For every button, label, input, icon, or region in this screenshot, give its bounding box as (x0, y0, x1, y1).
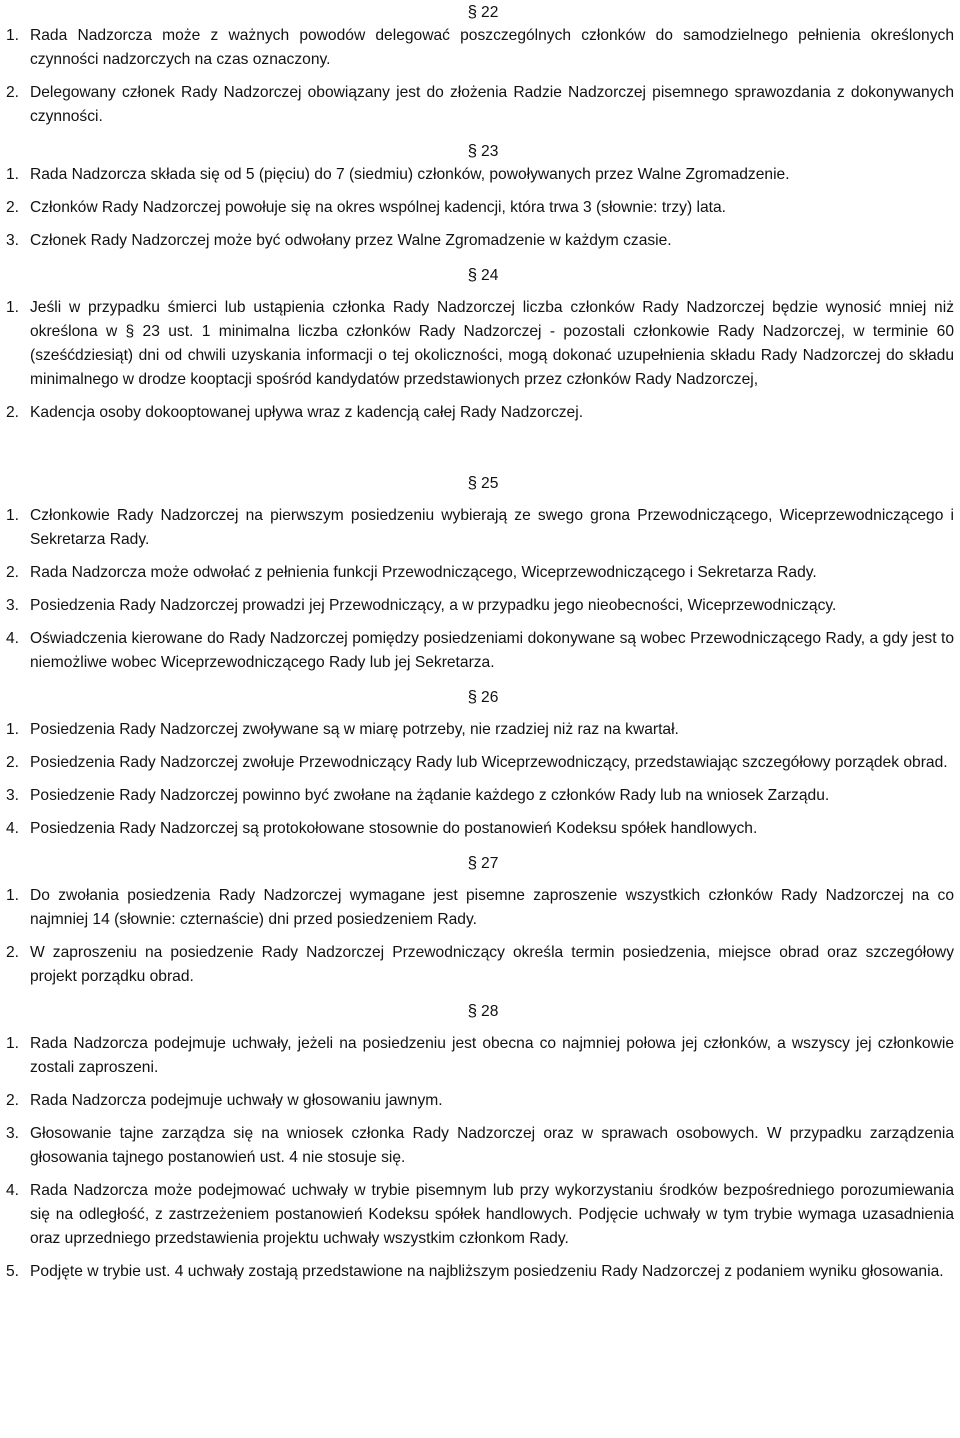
paragraph: 3. Członek Rady Nadzorczej może być odwołany przez Walne Zgromadzenie w każdym czasie. (6, 232, 672, 249)
paragraph: 1. Rada Nadzorcza podejmuje uchwały, jeżeli na posiedzeniu jest obecna co najmniej połowa jej członków, a wszyscy jej członkowie zostali zaproszeni. (6, 1035, 954, 1076)
section-heading-22: § 22 (467, 2, 499, 21)
paragraph: 1. Członkowie Rady Nadzorczej na pierwszym posiedzeniu wybierają ze swego grona Przewodniczącego, Wiceprzewodniczącego i Sekretarza Rady. (6, 507, 954, 548)
paragraph: 1. Posiedzenia Rady Nadzorczej zwoływane są w miarę potrzeby, nie rzadziej niż raz na kwartał. (6, 721, 679, 738)
section-sign-icon: § (467, 265, 478, 284)
section-heading-28: § 28 (467, 1001, 499, 1020)
paragraph: 3. Posiedzenia Rady Nadzorczej prowadzi jej Przewodniczący, a w przypadku jego nieobecności, Wiceprzewodniczący. (6, 597, 837, 614)
section-sign-icon: § (467, 853, 478, 872)
paragraph: 1. Rada Nadzorcza składa się od 5 (pięciu) do 7 (siedmiu) członków, powoływanych przez Walne Zgromadzenie. (6, 166, 790, 183)
paragraph: 5. Podjęte w trybie ust. 4 uchwały zostają przedstawione na najbliższym posiedzeniu Rady Nadzorczej z podaniem wyniku głosowania. (6, 1263, 944, 1280)
section-heading-26: § 26 (467, 687, 499, 706)
section-heading-25: § 25 (467, 473, 499, 492)
paragraph: 4. Posiedzenia Rady Nadzorczej są protokołowane stosownie do postanowień Kodeksu spółek handlowych. (6, 820, 758, 837)
section-heading-27: § 27 (467, 853, 499, 872)
section-heading-24: § 24 (467, 265, 499, 284)
section-sign-icon: § (467, 473, 478, 492)
paragraph: 4. Rada Nadzorcza może podejmować uchwały w trybie pisemnym lub przy wykorzystaniu środków bezpośredniego porozumiewania się na odległość, z zastrzeżeniem postanowień Kodeksu spółek handlowych. Podjęcie uchwały w tym trybie wymaga uzasadnienia oraz uprzedniego przedstawienia projektu uchwały wszystkim członkom Rady. (6, 1182, 954, 1247)
paragraph: 1. Rada Nadzorcza może z ważnych powodów delegować poszczególnych członków do samodzielnego pełnienia określonych czynności nadzorczych na czas oznaczony. (6, 27, 954, 68)
paragraph: 1. Do zwołania posiedzenia Rady Nadzorczej wymagane jest pisemne zaproszenie wszystkich członków Rady Nadzorczej na co najmniej 14 (słownie: czternaście) dni przed posiedzeniem Rady. (6, 887, 954, 928)
paragraph: 2. Rada Nadzorcza podejmuje uchwały w głosowaniu jawnym. (6, 1092, 443, 1109)
paragraph: 2. Kadencja osoby dokooptowanej upływa wraz z kadencją całej Rady Nadzorczej. (6, 404, 584, 421)
paragraph: 2. W zaproszeniu na posiedzenie Rady Nadzorczej Przewodniczący określa termin posiedzenia, miejsce obrad oraz szczegółowy projekt porządku obrad. (6, 944, 954, 985)
paragraph: 1. Jeśli w przypadku śmierci lub ustąpienia członka Rady Nadzorczej liczba członków Rady Nadzorczej będzie wynosić mniej niż określona w § 23 ust. 1 minimalna liczba członków Rady Nadzorczej - pozostali członkowie Rady Nadzorczej, w terminie 60 (sześćdziesiąt) dni od chwili uzyskania informacji o tej okoliczności, mogą dokonać uzupełnienia składu Rady Nadzorczej do składu minimalnego w drodze kooptacji spośród kandydatów przedstawionych przez członków Rady Nadzorczej, (6, 299, 954, 388)
paragraph: 3. Posiedzenie Rady Nadzorczej powinno być zwołane na żądanie każdego z członków Rady lub na wniosek Zarządu. (6, 787, 830, 804)
section-sign-icon: § (467, 1001, 478, 1020)
paragraph: 2. Członków Rady Nadzorczej powołuje się na okres wspólnej kadencji, która trwa 3 (słownie: trzy) lata. (6, 199, 726, 216)
paragraph: 3. Głosowanie tajne zarządza się na wniosek członka Rady Nadzorczej oraz w sprawach osobowych. W przypadku zarządzenia głosowania tajnego postanowień ust. 4 nie stosuje się. (6, 1125, 954, 1166)
paragraph: 2. Delegowany członek Rady Nadzorczej obowiązany jest do złożenia Radzie Nadzorczej pisemnego sprawozdania z dokonywanych czynności. (6, 84, 954, 125)
section-sign-icon: § (467, 2, 478, 21)
section-sign-icon: § (467, 687, 478, 706)
section-sign-icon: § (467, 141, 478, 160)
section-heading-23: § 23 (467, 141, 499, 160)
paragraph: 2. Rada Nadzorcza może odwołać z pełnienia funkcji Przewodniczącego, Wiceprzewodniczącego i Sekretarza Rady. (6, 564, 817, 581)
paragraph: 2. Posiedzenia Rady Nadzorczej zwołuje Przewodniczący Rady lub Wiceprzewodniczący, przedstawiając szczegółowy porządek obrad. (6, 754, 948, 771)
paragraph: 4. Oświadczenia kierowane do Rady Nadzorczej pomiędzy posiedzeniami dokonywane są wobec Przewodniczącego Rady, a gdy jest to niemożliwe wobec Wiceprzewodniczącego Rady lub jej Sekretarza. (6, 630, 954, 671)
